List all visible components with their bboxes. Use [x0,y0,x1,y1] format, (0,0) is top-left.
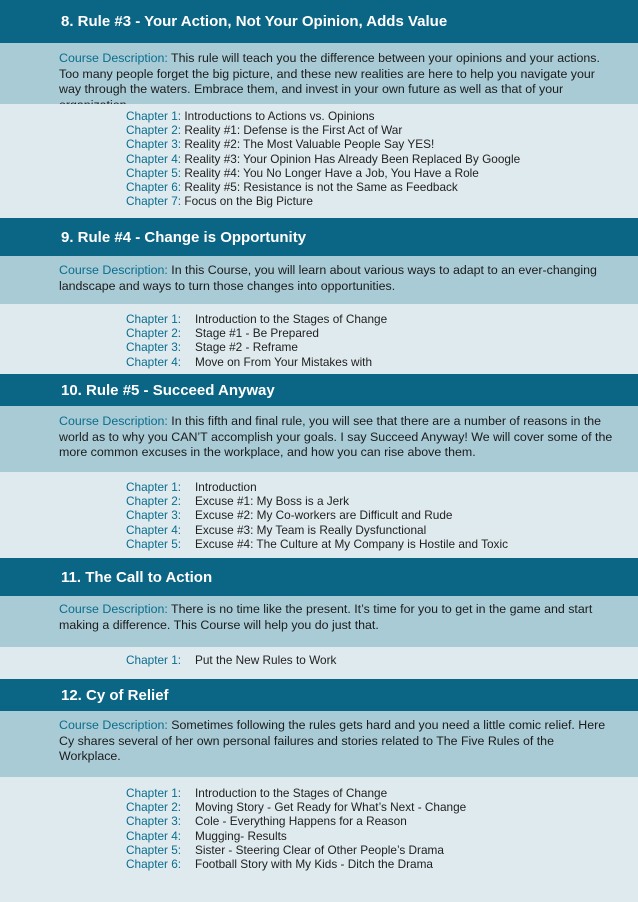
chapter-title: Introduction to the Stages of Change [195,312,388,326]
chapter-row [126,537,638,551]
chapter-row [126,480,638,494]
section-10-description [0,406,638,472]
chapter-title: Cole - Everything Happens for a Reason [195,814,407,829]
chapter-label: Chapter 1: [126,109,182,123]
description-text: This rule will teach you the difference between your opinions and your actions. Too many people forget the big picture, and these new realities are here to help you navigate your way through the waters. Embrace them, and invest in your own future as well as that of your [59,51,600,96]
chapter-row [126,152,638,166]
chapter-row [126,123,638,137]
chapter-row [126,508,638,522]
chapter-label: Chapter 2: [126,800,182,815]
chapter-label: Chapter 5: [126,165,182,180]
description-text: In this Course, you will learn about various ways to adapt to an ever-changing landscape and ways to turn those changes into opportunities. [59,263,597,293]
chapter-row [126,312,638,326]
chapter-label: Chapter 5: [126,536,182,551]
section-10-chapters [0,472,638,558]
section-12-chapters [0,777,638,902]
chapter-title: Introduction [195,480,257,494]
chapter-title: Reality #1: Defense is the First Act of War [184,123,403,138]
section-title-text: 8. Rule #3 - Your Action, Not Your Opinion, Adds Value [61,13,448,30]
section-title-text: 11. The Call to Action [61,568,213,586]
chapter-label: Chapter 1: [126,480,182,494]
chapter-title: Introductions to Actions vs. Opinions [184,109,375,123]
chapter-title: Put the New Rules to Work [195,653,337,667]
chapter-title: Reality #2: The Most Valuable People Say YES! [184,137,435,152]
chapter-row [126,166,638,180]
chapter-title: Reality #3: Your Opinion Has Already Been Replaced By Google [184,151,521,166]
section-11-title [0,558,638,596]
chapter-label: Chapter 4: [126,828,182,843]
section-9-title [0,218,638,256]
chapter-title: Focus on the Big Picture [184,194,313,209]
chapter-title: Excuse #2: My Co-workers are Difficult and Rude [195,508,453,523]
chapter-row [126,814,638,828]
chapter-label: Chapter 1: [126,653,182,667]
chapter-title: Excuse #4: The Culture at My Company is Hostile and Toxic [195,536,508,551]
chapter-label: Chapter 7: [126,194,182,209]
chapter-title: Mugging- Results [195,828,287,843]
chapter-title: Sister - Steering Clear of Other People’s Drama [195,842,444,857]
description-label: Course Description: [59,602,168,616]
section-title-text: 12. Cy of Relief [61,686,169,704]
chapter-label: Chapter 2: [126,123,182,138]
chapter-row [126,326,638,340]
chapter-label: Chapter 6: [126,180,182,195]
section-9-description [0,256,638,304]
section-8-chapters [0,104,638,218]
section-12-description [0,711,638,777]
chapter-title: Stage #2 - Reframe [195,340,298,355]
chapter-label: Chapter 2: [126,494,182,509]
chapter-title: Reality #5: Resistance is not the Same as Feedback [184,180,458,195]
section-11-description [0,596,638,647]
section-10-title [0,374,638,406]
chapter-row [126,843,638,857]
chapter-row [126,829,638,843]
chapter-title: Excuse #3: My Team is Really Dysfunctional [195,522,427,537]
chapter-title: Football Story with My Kids - Ditch the Drama [195,857,433,872]
chapter-row [126,137,638,151]
chapter-label: Chapter 1: [126,312,182,326]
chapter-label: Chapter 3: [126,137,182,152]
section-8-title [0,0,638,43]
chapter-row [126,523,638,537]
description-text: Sometimes following the rules gets hard and you need a little comic relief. Here Cy shares several of her own personal failures and stories related to The Five Rules of the Workplace. [59,718,606,763]
section-11-chapters [0,647,638,679]
chapter-title: Moving Story - Get Ready for What’s Next - Change [195,800,467,815]
chapter-title: Move on From Your Mistakes with [195,354,373,369]
chapter-title: Reality #4: You No Longer Have a Job, You Have a Role [184,165,479,180]
section-title-text: 9. Rule #4 - Change is Opportunity [61,228,307,246]
section-title-text: 10. Rule #5 - Succeed Anyway [61,381,275,399]
chapter-row [126,653,638,667]
chapter-row [126,194,638,208]
section-8-description [0,43,638,104]
chapter-label: Chapter 1: [126,786,182,800]
chapter-label: Chapter 3: [126,340,182,355]
chapter-row [126,857,638,871]
chapter-title: Excuse #1: My Boss is a Jerk [195,494,350,509]
chapter-title: Stage #1 - Be Prepared [195,326,319,341]
chapter-label: Chapter 3: [126,508,182,523]
chapter-label: Chapter 4: [126,151,182,166]
section-9-chapters [0,304,638,374]
chapter-label: Chapter 4: [126,522,182,537]
chapter-row [126,340,638,354]
chapter-row [126,494,638,508]
chapter-label: Chapter 5: [126,842,182,857]
description-label: Course Description: [59,414,168,428]
section-12-title [0,679,638,711]
chapter-title: Introduction to the Stages of Change [195,786,388,800]
description-label: Course Description: [59,51,168,65]
description-text: In this fifth and final rule, you will see that there are a number of reasons in the world as to why you CAN’T accomplish your goals. I say Succeed Anyway! We will cover some of the more common excuses in the workplace, and how you can rise above them. [59,414,613,459]
description-text: There is no time like the present. It’s time for you to get in the game and start making a difference. This Course will help you do just that. [59,602,593,632]
chapter-label: Chapter 2: [126,326,182,341]
chapter-label: Chapter 6: [126,857,182,872]
chapter-row [126,786,638,800]
description-label: Course Description: [59,718,168,732]
description-label: Course Description: [59,263,168,277]
chapter-row [126,800,638,814]
chapter-row [126,355,638,369]
chapter-label: Chapter 3: [126,814,182,829]
chapter-row [126,109,638,123]
chapter-row [126,180,638,194]
chapter-label: Chapter 4: [126,354,182,369]
